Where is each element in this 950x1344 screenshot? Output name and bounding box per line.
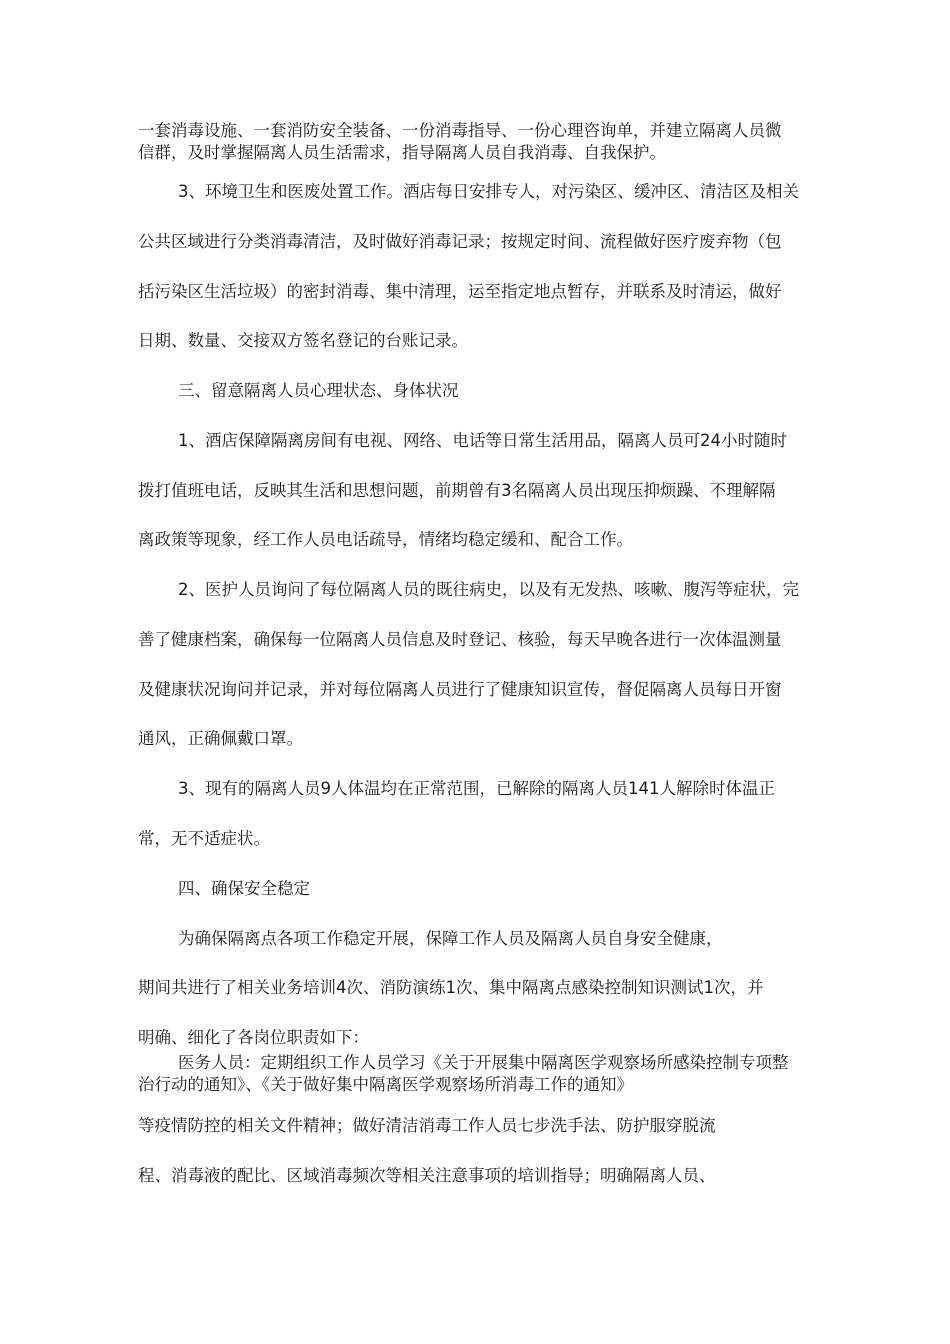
text-line: 信群，及时掌握隔离人员生活需求，指导隔离人员自我消毒、自我保护。	[138, 143, 666, 162]
text-line: 明确、细化了各岗位职责如下：	[138, 1028, 369, 1047]
text-line: 通风，正确佩戴口罩。	[138, 729, 303, 748]
text-line: 括污染区生活垃圾）的密封消毒、集中清理，运至指定地点暂存，并联系及时清运，做好	[138, 282, 782, 301]
text-line: 等疫情防控的相关文件精神；做好清洁消毒工作人员七步洗手法、防护服穿脱流	[138, 1116, 716, 1135]
text-line: 治行动的通知》、《关于做好集中隔离医学观察场所消毒工作的通知》	[138, 1075, 633, 1094]
section-heading: 三、留意隔离人员心理状态、身体状况	[178, 381, 459, 400]
section-heading: 四、确保安全稳定	[178, 879, 310, 898]
text-line: 离政策等现象，经工作人员电话疏导，情绪均稳定缓和、配合工作。	[138, 530, 633, 549]
text-line: 善了健康档案，确保每一位隔离人员信息及时登记、核验，每天早晚各进行一次体温测量	[138, 630, 782, 649]
text-line: 及健康状况询问并记录，并对每位隔离人员进行了健康知识宣传，督促隔离人员每日开窗	[138, 680, 782, 699]
text-line: 拨打值班电话，反映其生活和思想问题，前期曾有3名隔离人员出现压抑烦躁、不理解隔	[138, 481, 776, 500]
text-line: 常，无不适症状。	[138, 829, 270, 848]
text-line: 日期、数量、交接双方签名登记的台账记录。	[138, 331, 468, 350]
text-line: 期间共进行了相关业务培训4次、消防演练1次、集中隔离点感染控制知识测试1次，并	[138, 978, 764, 997]
text-line: 公共区域进行分类消毒清洁，及时做好消毒记录；按规定时间、流程做好医疗废弃物（包	[138, 232, 782, 251]
text-line: 医务人员：定期组织工作人员学习《关于开展集中隔离医学观察场所感染控制专项整	[178, 1053, 789, 1072]
text-line: 2、医护人员询问了每位隔离人员的既往病史，以及有无发热、咳嗽、腹泻等症状，完	[178, 580, 799, 599]
text-line: 1、酒店保障隔离房间有电视、网络、电话等日常生活用品，隔离人员可24小时随时	[178, 431, 787, 450]
text-line: 为确保隔离点各项工作稳定开展，保障工作人员及隔离人员自身安全健康，	[178, 929, 723, 948]
text-line: 3、现有的隔离人员9人体温均在正常范围，已解除的隔离人员141人解除时体温正	[178, 779, 775, 798]
text-line: 一套消毒设施、一套消防安全装备、一份消毒指导、一份心理咨询单，并建立隔离人员微	[138, 121, 782, 140]
text-line: 程、消毒液的配比、区域消毒频次等相关注意事项的培训指导；明确隔离人员、	[138, 1166, 716, 1185]
text-line: 3、环境卫生和医废处置工作。酒店每日安排专人，对污染区、缓冲区、清洁区及相关	[178, 182, 799, 201]
